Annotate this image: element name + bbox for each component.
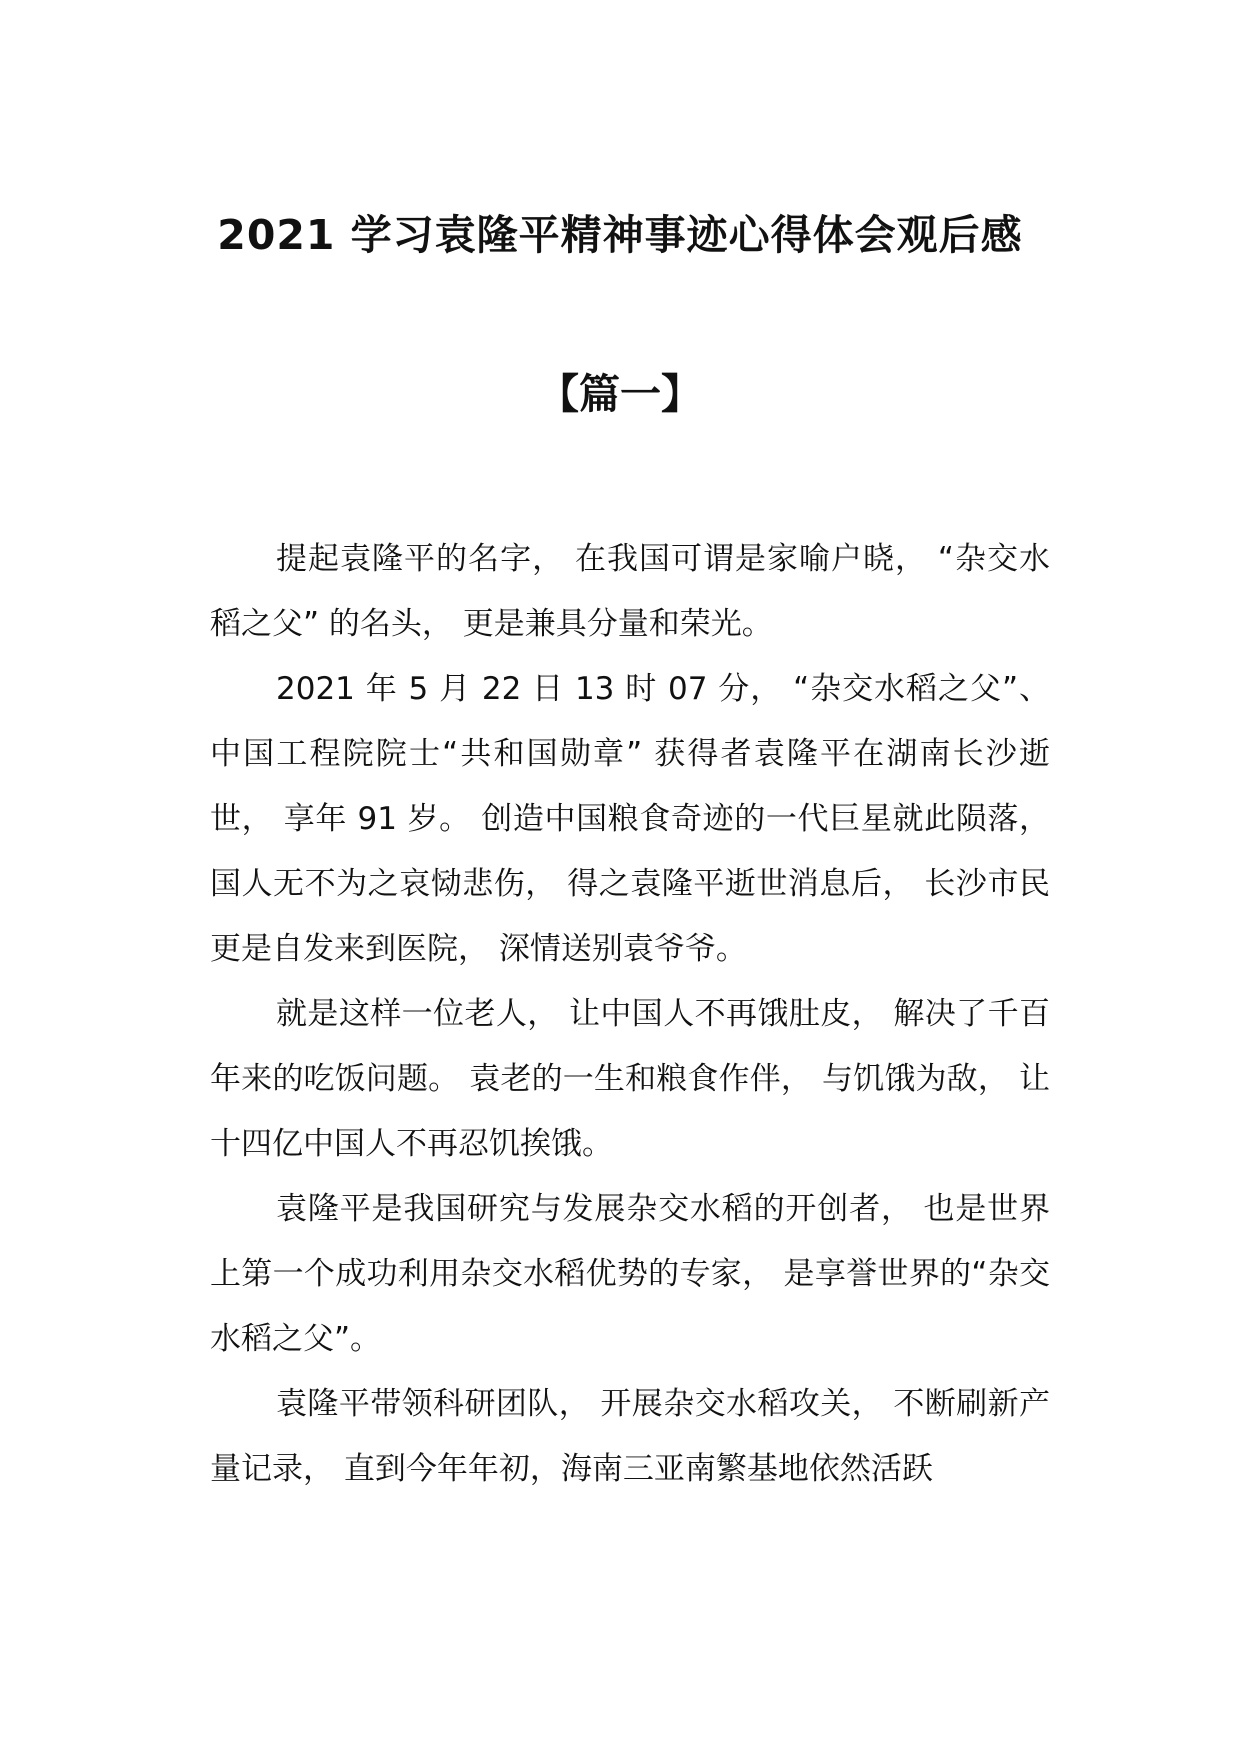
paragraph: 袁隆平带领科研团队， 开展杂交水稻攻关， 不断刷新产量记录， 直到今年年初，海南三亚南繁基地依然活跃: [210, 1386, 1050, 1487]
paragraph: 袁隆平是我国研究与发展杂交水稻的开创者， 也是世界上第一个成功利用杂交水稻优势的专家， 是享誉世界的“杂交水稻之父”。: [210, 1191, 1050, 1357]
section-heading: 【篇一】: [538, 370, 702, 418]
paragraph: 提起袁隆平的名字， 在我国可谓是家喻户晓， “杂交水稻之父” 的名头， 更是兼具分量和荣光。: [210, 541, 1050, 642]
document-title: 2021 学习袁隆平精神事迹心得体会观后感: [217, 211, 1023, 259]
document-body: [210, 527, 1050, 1502]
paragraph: 就是这样一位老人， 让中国人不再饿肚皮， 解决了千百年来的吃饭问题。 袁老的一生和粮食作伴， 与饥饿为敌， 让十四亿中国人不再忍饥挨饿。: [210, 996, 1050, 1162]
paragraph: 2021 年 5 月 22 日 13 时 07 分， “杂交水稻之父”、 中国工程院院士“共和国勋章” 获得者袁隆平在湖南长沙逝世， 享年 91 岁。 创造中国粮食奇迹的一代巨星就此陨落， 国人无不为之哀恸悲伤， 得之袁隆平逝世消息后， 长沙市民更是自发来到医院， 深情送别袁爷爷。: [210, 671, 1050, 967]
